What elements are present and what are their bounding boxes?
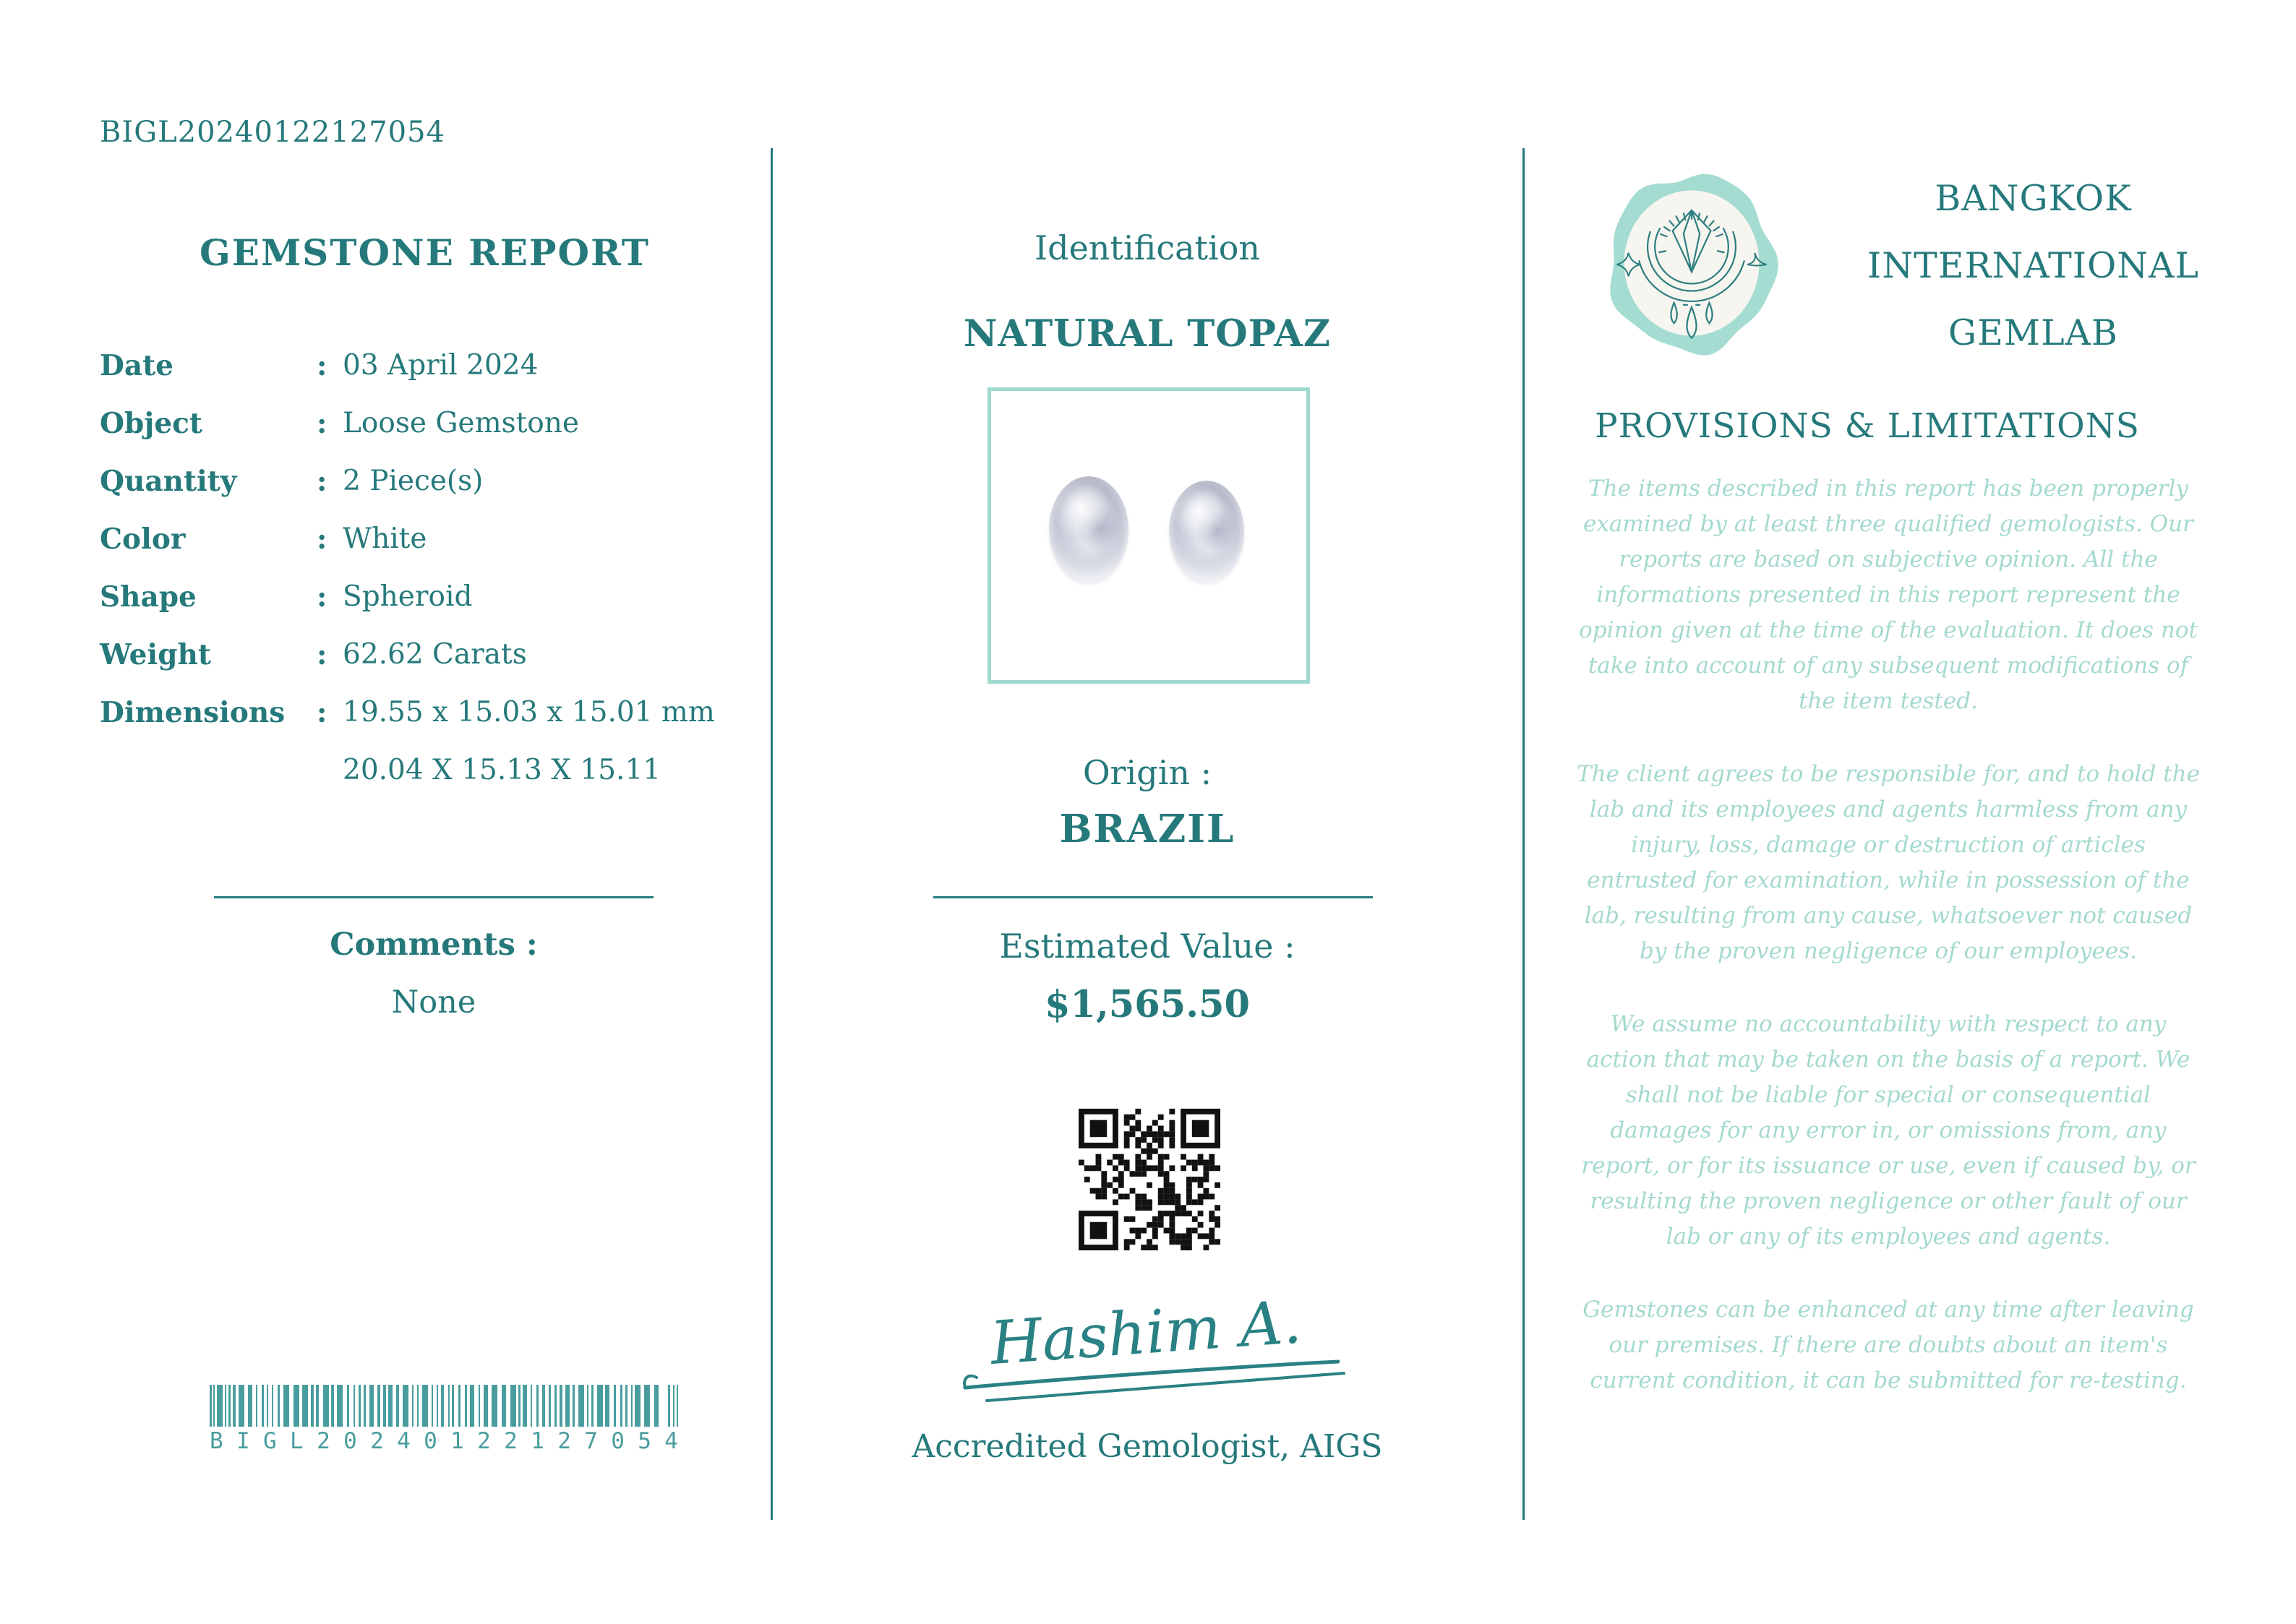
barcode-char: G [263,1428,277,1454]
provisions-paragraph: The client agrees to be responsible for, and to hold the lab and its employees and agents harmless from any injury, loss, damage or destruction of articles entrusted for examination, while in possession of the lab, resulting from any cause, whatsoever not caused by the proven negligence of our employees. [1577,761,2200,964]
field-colon: : [317,349,327,382]
field-label: Quantity [100,465,237,498]
barcode-char: 2 [504,1428,518,1454]
report-number: BIGL20240122127054 [100,116,445,149]
estimated-value: $1,565.50 [1045,983,1250,1026]
barcode-char: 0 [611,1428,625,1454]
barcode-char: 4 [664,1428,678,1454]
origin-value: BRAZIL [1059,807,1235,851]
field-value: Spheroid [343,580,473,613]
field-value: 19.55 x 15.03 x 15.01 mm [343,696,715,729]
barcode-bars [210,1385,678,1427]
barcode [210,1385,678,1454]
field-label: Dimensions [100,696,286,729]
field-colon: : [317,407,327,440]
field-label: Color [100,523,186,556]
lab-logo [1603,169,1780,357]
provisions-paragraphs [1575,471,2202,1436]
qr-code [1079,1109,1220,1250]
field-value: Loose Gemstone [343,407,579,439]
barcode-char: 5 [638,1428,651,1454]
signature [945,1272,1350,1427]
origin-label: Origin : [1082,753,1212,792]
barcode-char: 2 [370,1428,384,1454]
field-row [100,510,743,568]
barcode-text [210,1428,678,1454]
field-colon: : [317,523,327,556]
field-colon: : [317,638,327,671]
field-label: Shape [100,580,197,614]
signature-name: Hashim A. [988,1288,1304,1378]
field-value: 03 April 2024 [343,349,539,382]
estimated-value-label: Estimated Value : [999,927,1295,966]
field-label: Weight [100,638,211,671]
field-row [100,626,743,684]
signatory-title: Accredited Gemologist, AIGS [912,1428,1383,1465]
field-row [100,742,743,799]
lab-name-line: BANGKOK [1935,178,2132,219]
barcode-char: 2 [477,1428,491,1454]
fields-list [100,337,743,799]
field-colon: : [317,465,327,498]
barcode-char: 1 [531,1428,544,1454]
field-row [100,395,743,452]
barcode-char: I [236,1428,250,1454]
report-title: GEMSTONE REPORT [200,231,650,274]
gem-photo [988,387,1310,684]
field-colon: : [317,580,327,614]
comments-value: None [391,984,476,1021]
barcode-char: 2 [317,1428,330,1454]
barcode-char: 0 [424,1428,437,1454]
field-row [100,452,743,510]
barcode-char: 0 [343,1428,357,1454]
provisions-paragraph: The items described in this report has been properly examined by at least three qualified gemologists. Our reports are based on subjective opinion. All the informations presented in this report represent the opinion given at the time of the evaluation. It does not take into account of any subsequent modifications of the item tested. [1579,476,2198,714]
field-row [100,684,743,742]
field-label [100,742,317,799]
field-label: Object [100,407,202,440]
field-row [100,568,743,626]
barcode-char: 7 [584,1428,598,1454]
field-colon: : [317,696,327,729]
field-value: 2 Piece(s) [343,465,484,497]
lab-name-line: INTERNATIONAL [1867,245,2200,286]
field-value: 20.04 X 15.13 X 15.11 [343,754,661,786]
lab-name-line: GEMLAB [1948,312,2119,353]
estimated-value-divider [933,896,1373,898]
comments-section [123,927,745,1021]
gem-name: NATURAL TOPAZ [963,312,1332,356]
comments-divider [214,896,654,898]
field-value: 62.62 Carats [343,638,527,671]
gemstone-image-right [1169,481,1244,583]
lab-name [1836,165,2230,366]
field-colon [317,742,343,799]
comments-label: Comments : [330,927,538,963]
field-row [100,337,743,395]
provisions-title: PROVISIONS & LIMITATIONS [1595,406,2140,446]
barcode-char: 4 [397,1428,411,1454]
provisions-paragraph: We assume no accountability with respect to any action that may be taken on the basis of a report. We shall not be liable for special or consequential damages for any error in, or omissions from, any report, or for its issuance or use, even if caused by, or resulting the proven negligence or other fault of our lab or any of its employees and agents. [1581,1011,2196,1250]
provisions-paragraph: Gemstones can be enhanced at any time after leaving our premises. If there are doubts about an item's current condition, it can be submitted for re-testing. [1582,1297,2194,1393]
gemstone-image-left [1049,476,1128,583]
barcode-char: B [210,1428,223,1454]
barcode-char: L [290,1428,304,1454]
identification-heading: Identification [1034,228,1261,267]
field-value: White [343,523,427,555]
barcode-char: 1 [450,1428,464,1454]
barcode-char: 2 [557,1428,571,1454]
field-label: Date [100,349,174,382]
